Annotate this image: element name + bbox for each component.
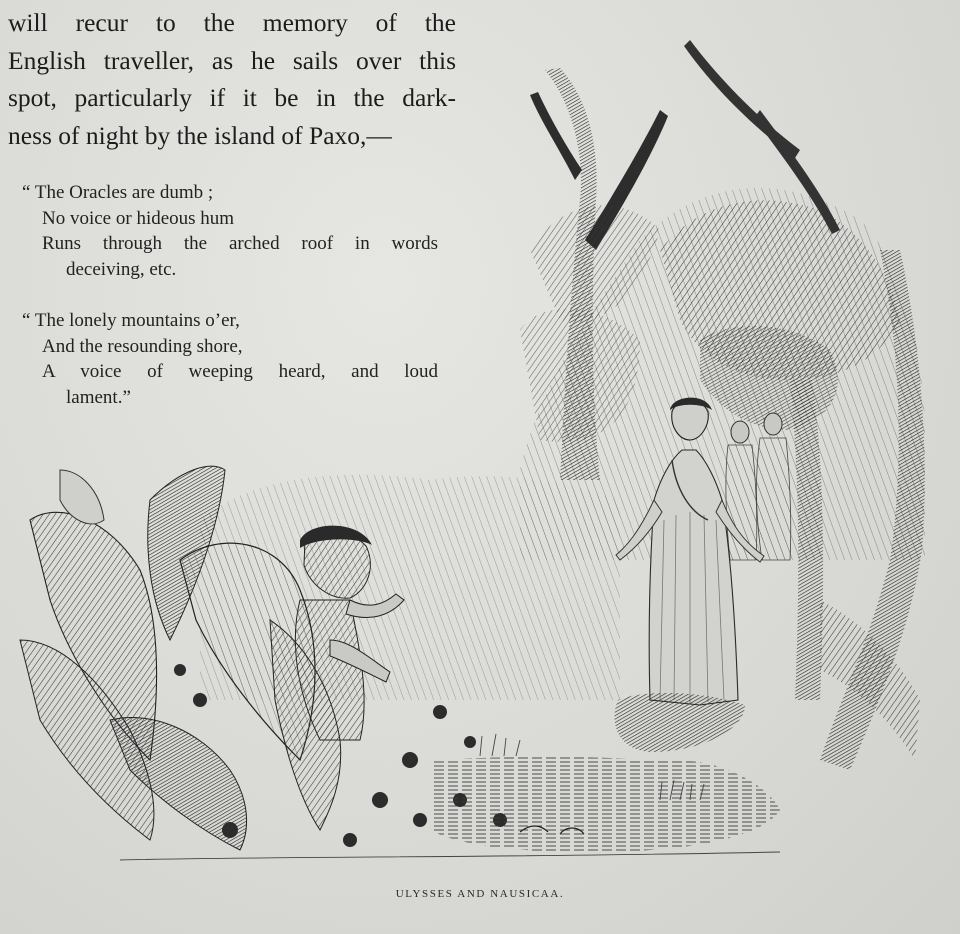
verse-line: No voice or hideous hum xyxy=(42,207,235,229)
pool-water xyxy=(430,757,780,852)
paragraph-line-3: spot, particularly if it be in the dark- xyxy=(8,83,456,112)
paragraph-line-2: English traveller, as he sails over this xyxy=(8,45,456,75)
paragraph-line-1: will recur to the memory of the xyxy=(8,8,456,37)
verse-line: “ The lonely mountains o’er, xyxy=(22,310,240,331)
verse-line: deceiving, etc. xyxy=(66,258,177,280)
verse-line: “ The Oracles are dumb ; xyxy=(22,182,214,203)
paragraph-line-4: ness of night by the island of Paxo,— xyxy=(8,120,392,150)
verse-line: lament.” xyxy=(66,386,131,408)
illustration-caption: ULYSSES AND NAUSICAA. xyxy=(395,888,565,900)
verse-line: A voice of weeping heard, and loud xyxy=(42,361,438,382)
verse-line: And the resounding shore, xyxy=(42,335,243,357)
verse-line: Runs through the arched roof in words xyxy=(42,233,438,254)
